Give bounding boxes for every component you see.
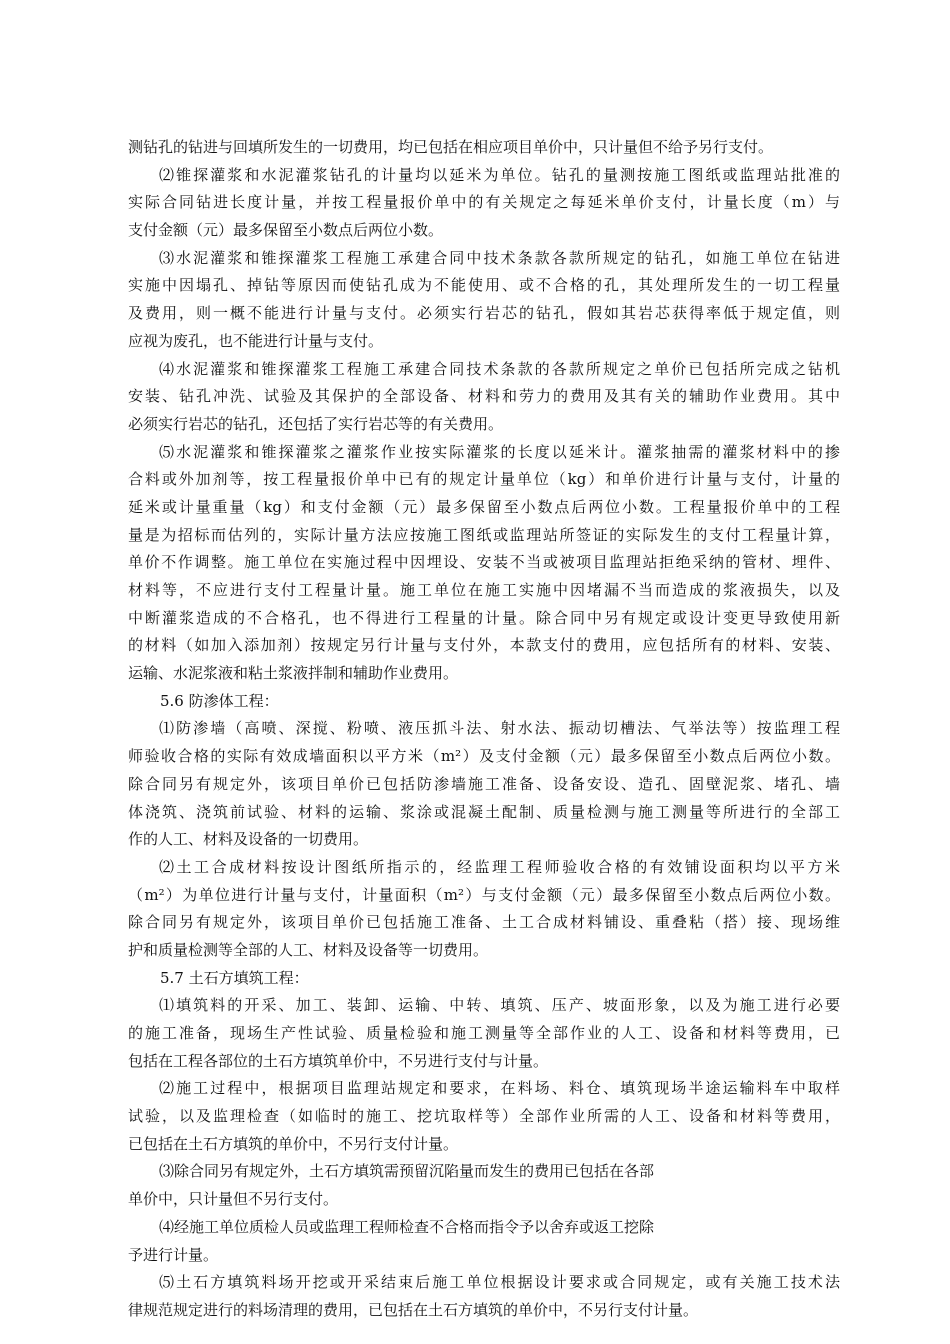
text-line: （m²）为单位进行计量与支付，计量面积（m²）与支付金额（元）最多保留至小数点后两位小数。 [128, 885, 840, 904]
text-line: 除合同另有规定外，该项目单价已包括防渗墙施工准备、设备安设、造孔、固壁泥浆、堵孔、墙 [128, 774, 840, 793]
text-line: 单价中，只计量但不另行支付。 [128, 1190, 339, 1209]
text-line: ⑶除合同另有规定外，土石方填筑需预留沉陷量而发生的费用已包括在各部 [159, 1162, 655, 1181]
text-line: 予进行计量。 [128, 1245, 219, 1264]
text-line: 实施中因塌孔、掉钻等原因而使钻孔成为不能使用、或不合格的孔，其处理所发生的一切工程量 [128, 276, 840, 295]
text-line: 师验收合格的实际有效成墙面积以平方米（m²）及支付金额（元）最多保留至小数点后两位小数。 [128, 747, 840, 766]
text-line: 除合同另有规定外，该项目单价已包括施工准备、土工合成材料铺设、重叠粘（搭）接、现场维 [128, 913, 840, 932]
text-line: 试验，以及监理检查（如临时的施工、挖坑取样等）全部作业所需的人工、设备和材料等费用， [128, 1107, 840, 1126]
text-line: 安装、钻孔冲洗、试验及其保护的全部设备、材料和劳力的费用及其有关的辅助作业费用。其中 [128, 387, 840, 406]
text-line: 支付金额（元）最多保留至小数点后两位小数。 [128, 221, 444, 240]
text-line: ⑶水泥灌浆和锥探灌浆工程施工承建合同中技术条款各款所规定的钻孔，如施工单位在钻进 [159, 248, 840, 267]
text-line: 运输、水泥浆液和粘土浆液拌制和辅助作业费用。 [128, 664, 459, 683]
text-line: 5.6 防渗体工程： [160, 691, 279, 710]
text-line: ⑸水泥灌浆和锥探灌浆之灌浆作业按实际灌浆的长度以延米计。灌浆抽需的灌浆材料中的掺 [159, 442, 840, 461]
text-line: 量是为招标而估列的，实际计量方法应按施工图纸或监理站所签证的实际发生的支付工程量计算， [128, 525, 840, 544]
text-line: ⑷经施工单位质检人员或监理工程师检查不合格而指令予以舍弃或返工挖除 [159, 1217, 655, 1236]
text-line: ⑸土石方填筑料场开挖或开采结束后施工单位根据设计要求或合同规定，或有关施工技术法 [159, 1273, 840, 1292]
text-line: 的材料（如加入添加剂）按规定另行计量与支付外，本款支付的费用，应包括所有的材料、安装、 [128, 636, 840, 655]
text-line: ⑵施工过程中，根据项目监理站规定和要求，在料场、料仓、填筑现场半途运输料车中取样 [159, 1079, 840, 1098]
text-line: 及费用，则一概不能进行计量与支付。必须实行岩芯的钻孔，假如其岩芯获得率低于规定值，则 [128, 304, 840, 323]
text-line: 律规范规定进行的料场清理的费用，已包括在土石方填筑的单价中，不另行支付计量。 [128, 1300, 699, 1319]
text-line: 合料或外加剂等，按工程量报价单中已有的规定计量单位（kg）和单价进行计量与支付，计量的 [128, 470, 840, 489]
text-line: ⑴填筑料的开采、加工、装卸、运输、中转、填筑、压产、坡面形象，以及为施工进行必要 [159, 996, 840, 1015]
text-line: ⑷水泥灌浆和锥探灌浆工程施工承建合同技术条款的各款所规定之单价已包括所完成之钻机 [159, 359, 840, 378]
text-line: 实际合同钻进长度计量，并按工程量报价单中的有关规定之每延米单价支付，计量长度（m）与 [128, 193, 840, 212]
text-line: ⑵锥探灌浆和水泥灌浆钻孔的计量均以延米为单位。钻孔的量测按施工图纸或监理站批准的 [159, 165, 840, 184]
text-line: 已包括在土石方填筑的单价中，不另行支付计量。 [128, 1134, 459, 1153]
text-line: 应视为废孔，也不能进行计量与支付。 [128, 331, 384, 350]
text-line: 中断灌浆造成的不合格孔，也不得进行工程量的计量。除合同中另有规定或设计变更导致使用新 [128, 608, 840, 627]
text-line: 单价不作调整。施工单位在实施过程中因埋设、安装不当或被项目监理站拒绝采纳的管材、埋件、 [128, 553, 840, 572]
text-line: 体浇筑、浇筑前试验、材料的运输、浆涂或混凝土配制、质量检测与施工测量等所进行的全部工 [128, 802, 840, 821]
text-line: 延米或计量重量（kg）和支付金额（元）最多保留至小数点后两位小数。工程量报价单中的工程 [128, 497, 840, 516]
text-line: ⑴防渗墙（高喷、深搅、粉喷、液压抓斗法、射水法、振动切槽法、气举法等）按监理工程 [159, 719, 840, 738]
text-line: 作的人工、材料及设备的一切费用。 [128, 830, 369, 849]
text-line: 材料等，不应进行支付工程量计量。施工单位在施工实施中因堵漏不当而造成的浆液损失，以及 [128, 581, 840, 599]
text-line: 必须实行岩芯的钻孔，还包括了实行岩芯等的有关费用。 [128, 414, 504, 433]
text-line: 5.7 土石方填筑工程： [160, 968, 309, 987]
text-line: ⑵土工合成材料按设计图纸所指示的，经监理工程师验收合格的有效铺设面积均以平方米 [159, 857, 840, 876]
document-body [128, 134, 840, 1325]
text-line: 的施工准备，现场生产性试验、质量检验和施工测量等全部作业的人工、设备和材料等费用，已 [128, 1024, 840, 1042]
text-line: 护和质量检测等全部的人工、材料及设备等一切费用。 [128, 940, 489, 959]
text-line: 测钻孔的钻进与回填所发生的一切费用，均已包括在相应项目单价中，只计量但不给予另行支付。 [128, 138, 774, 156]
text-line: 包括在工程各部位的土石方填筑单价中，不另进行支付与计量。 [128, 1051, 549, 1070]
